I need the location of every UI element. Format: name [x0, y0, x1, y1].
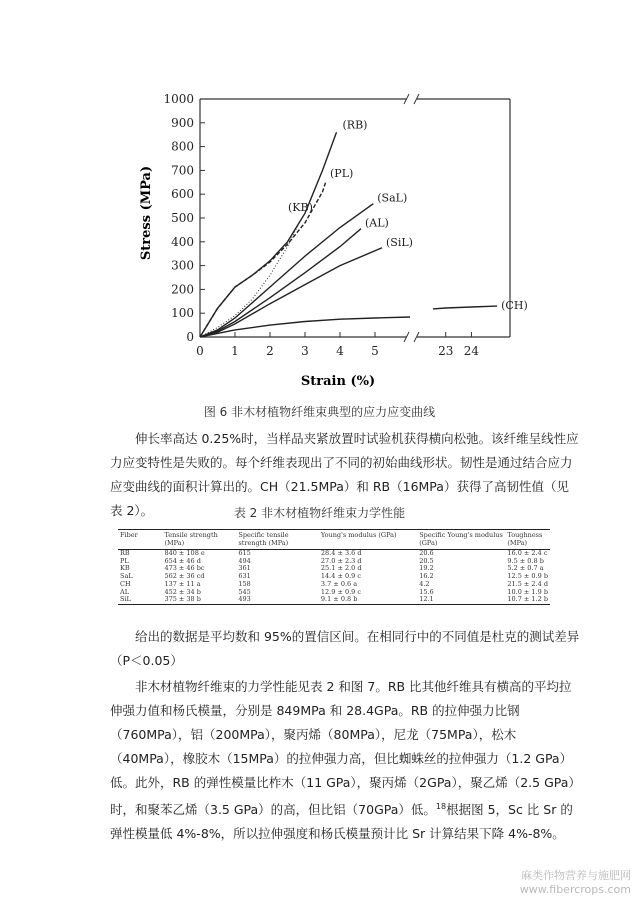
table-cell: 562 ± 36 cd	[164, 572, 205, 581]
table-cell: 473 ± 46 bc	[164, 564, 205, 573]
series-line	[200, 204, 373, 337]
paragraph-3-text	[110, 675, 580, 846]
series-label: (RB)	[342, 118, 368, 132]
series-label: (SaL)	[377, 191, 408, 205]
y-tick-label: 0	[186, 330, 194, 344]
paragraph-2-text: 给出的数据是平均数和 95%的置信区间。在相同行中的不同值是杜克的测试差异（P＜0.05）	[110, 629, 580, 668]
watermark	[520, 869, 631, 897]
table-cell: 20.5	[419, 556, 434, 565]
table-cell: 494	[238, 556, 251, 565]
paragraph-3	[110, 675, 580, 846]
table-cell: AL	[120, 587, 130, 596]
table-cell: 12.5 ± 0.9 b	[507, 572, 548, 581]
paragraph-3-tail: 根据图 5，Sc 比 Sr 的弹性模量低 4%-8%，所以拉伸强度和杨氏模量预计比 Sr 计算结果下降 4%-8%。	[110, 802, 573, 842]
table-cell: 493	[238, 595, 251, 604]
y-tick-label: 400	[171, 234, 194, 249]
x-tick-label: 5	[371, 344, 379, 358]
table-cell: 28.4 ± 3.6 d	[320, 549, 362, 557]
y-tick-label: 100	[171, 306, 194, 321]
x-tick-label: 1	[231, 344, 239, 358]
col-tensile: Tensile strength (MPa)	[164, 531, 218, 547]
y-tick-label: 600	[171, 187, 194, 202]
y-tick-label: 500	[171, 211, 194, 225]
series-label: (CH)	[501, 299, 528, 313]
stress-strain-chart	[130, 85, 528, 395]
x-tick-label: 24	[463, 344, 480, 358]
x-tick-label: 0	[196, 344, 204, 358]
table-cell: 5.2 ± 0.7 a	[507, 564, 544, 573]
table-cell: 9.5 ± 0.8 b	[507, 556, 544, 565]
y-tick-label: 200	[171, 282, 194, 297]
y-tick-label: 900	[171, 115, 194, 130]
table-cell: 12.9 ± 0.9 c	[320, 587, 362, 596]
watermark-line-1: 麻类作物营养与施肥网	[521, 869, 631, 882]
y-tick-label: 300	[171, 258, 194, 273]
table-cell: 615	[238, 549, 251, 557]
y-tick-label: 800	[171, 139, 194, 154]
series-label: (PL)	[330, 167, 354, 181]
table-cell: 20.6	[419, 549, 434, 557]
table-cell: 19.2	[419, 564, 434, 573]
y-axis-label: Stress (MPa)	[139, 165, 154, 261]
table-cell: 15.6	[419, 587, 434, 596]
table-row	[118, 596, 550, 604]
x-tick-label: 23	[438, 344, 454, 358]
table-cell: 4.2	[419, 579, 430, 588]
table-cell: 631	[238, 572, 251, 581]
table-cell: PL	[120, 556, 129, 565]
table-cell: 137 ± 11 a	[164, 579, 201, 588]
chart-axes	[163, 92, 510, 358]
series-line	[200, 225, 298, 337]
table-cell: 14.4 ± 0.9 c	[320, 572, 362, 581]
table-cell: 25.1 ± 2.0 d	[320, 564, 362, 573]
table-cell: 16.2	[419, 572, 434, 581]
table-cell: 10.7 ± 1.2 b	[507, 595, 548, 604]
col-toughness: Toughness (MPa)	[507, 531, 543, 547]
table-cell: 375 ± 38 b	[164, 595, 201, 604]
x-axis-label: Strain (%)	[300, 374, 376, 389]
reference-number: 18	[435, 802, 447, 811]
table-cell: 9.1 ± 0.8 b	[320, 595, 358, 604]
table-header-row	[118, 530, 550, 550]
paragraph-3-main: 非木材植物纤维束的力学性能见表 2 和图 7。RB 比其他纤维具有横高的平均拉伸强力值和杨氏模量，分别是 849MPa 和 28.4GPa。RB 的拉伸强力比钢（760MPa），铝（200MPa），聚丙烯（80MPa），尼龙（75MPa），松木（40MPa），橡胶木（15MPa）的拉伸强力高，但比蜘蛛丝的拉伸强力（1.2 GPa）低。此外，RB 的弹性模量比柞木（11 GPa），聚丙烯（2GPa），聚乙烯（2.5 GPa）时，和聚苯乙烯（3.5 GPa）的高，但比铝（70GPa）低。	[110, 679, 575, 818]
col-youngs: Young's modulus (GPa)	[320, 531, 397, 539]
table-cell: 21.5 ± 2.4 d	[507, 579, 548, 588]
col-fiber: Fiber	[120, 531, 138, 539]
table-cell: KB	[120, 564, 130, 573]
y-tick-label: 1000	[163, 92, 194, 106]
series-line	[200, 306, 497, 337]
series-line	[200, 229, 361, 337]
table-cell: 840 ± 108 e	[164, 549, 205, 557]
col-specific-tensile: Specific tensile strength (MPa)	[238, 531, 289, 547]
paragraph-1-text: 伸长率高达 0.25%时，当样品夹紧放置时试验机获得横向松弛。该纤维呈线性应力应变特性是失败的。每个纤维表现出了不同的初始曲线形状。韧性是通过结合应力应变曲线的面积计算出的。CH（21.5MPa）和 RB（16MPa）获得了高韧性值（见表 2）。	[110, 431, 579, 518]
table-cell: SaL	[120, 572, 133, 581]
table-title: 表 2 非木材植物纤维束力学性能	[233, 506, 406, 520]
table-cell: 12.1	[419, 595, 434, 604]
table-cell: RB	[120, 549, 130, 557]
table-cell: 545	[238, 587, 251, 596]
table-cell: 10.0 ± 1.9 b	[507, 587, 548, 596]
table-cell: 654 ± 46 d	[164, 556, 201, 565]
table-cell: CH	[120, 579, 131, 588]
y-tick-label: 700	[171, 163, 194, 178]
series-label: (KB)	[288, 201, 313, 215]
series-line	[200, 132, 337, 337]
table-cell: 3.7 ± 0.6 a	[320, 579, 358, 588]
figure-caption: 图 6 非木材植物纤维束典型的应力应变曲线	[203, 405, 436, 419]
chart-series	[200, 118, 528, 337]
series-label: (AL)	[365, 216, 389, 230]
paragraph-2	[110, 625, 580, 673]
table-cell: 158	[238, 579, 251, 588]
table-cell: SiL	[120, 595, 131, 604]
watermark-line-2: www.fibercrops.com	[519, 883, 631, 896]
x-tick-label: 2	[266, 344, 274, 358]
x-tick-label: 4	[336, 344, 344, 358]
table-cell: 361	[238, 564, 251, 573]
table-cell: 16.0 ± 2.4 c	[507, 549, 548, 557]
table-cell: 452 ± 34 b	[164, 587, 201, 596]
series-label: (SiL)	[386, 235, 413, 249]
x-tick-label: 3	[301, 344, 309, 358]
properties-table	[118, 529, 550, 605]
col-specific-youngs: Specific Young's modulus (GPa)	[419, 531, 503, 547]
table-cell: 27.0 ± 2.3 d	[320, 556, 362, 565]
